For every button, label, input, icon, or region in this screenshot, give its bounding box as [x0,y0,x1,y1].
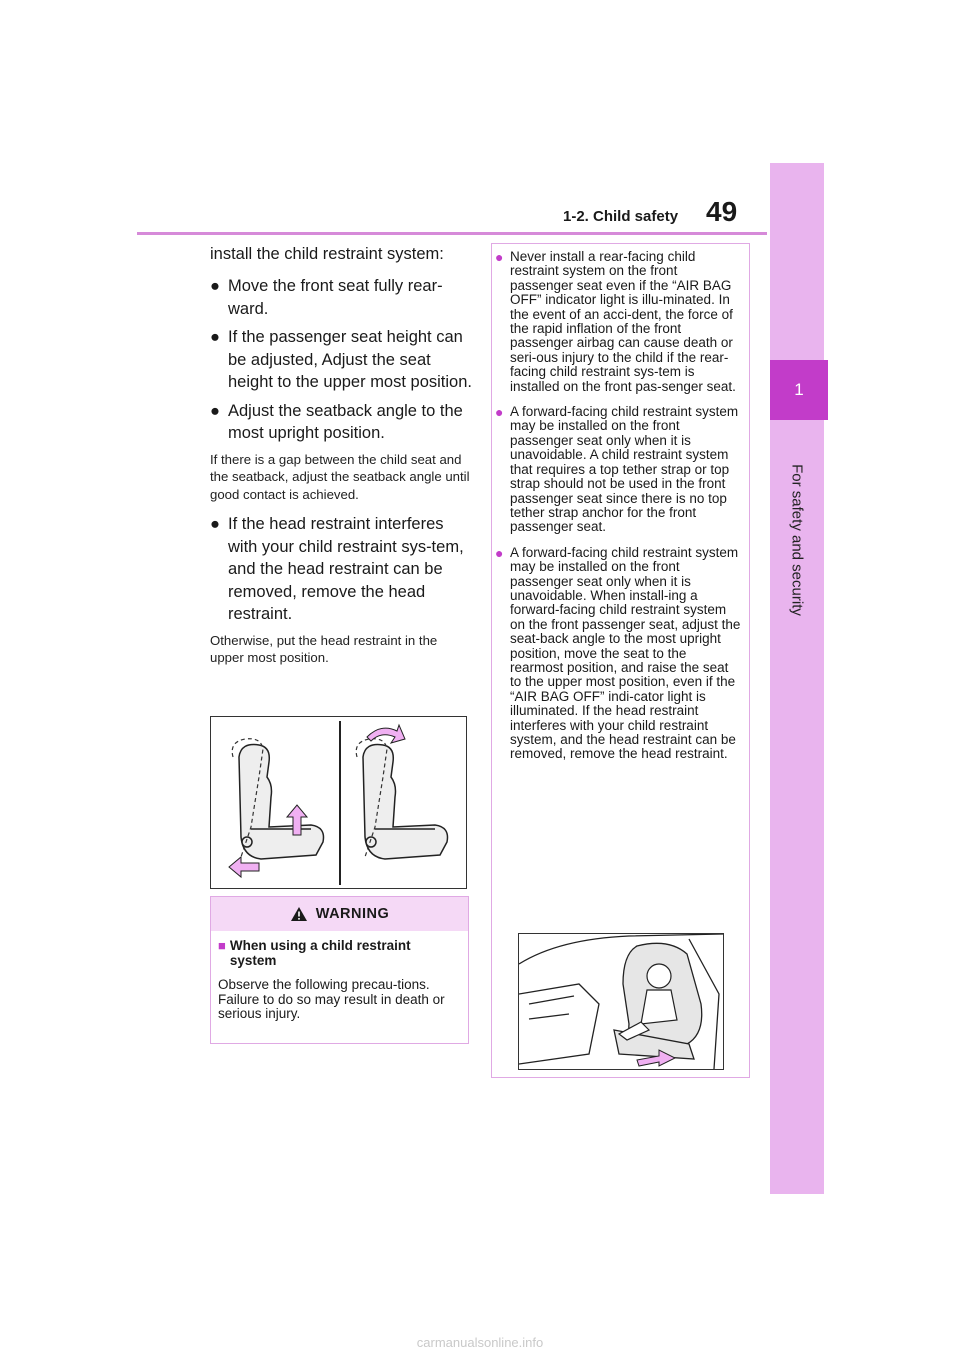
warning-box [210,896,469,1044]
bullet-icon: ● [495,249,504,265]
item-text: A forward-facing child restraint system may be installed on the front passenger seat only when it is unavoidable. When install-ing a forward-facing child restraint system on the front passenger seat, adjust the seat-back angle to the most upright position, move the seat to the rearmost position, and raise the seat to the upper most position, even if the “AIR BAG OFF” indi-cator light is illuminated. If the head restraint interferes with your child restraint system, and the head restraint can be removed, remove the head restraint. [510,544,741,762]
warning-subheading [218,939,460,968]
warning-title: WARNING [315,906,390,922]
list-item [210,275,472,320]
note-seatback-gap: If there is a gap between the child seat and the seatback, adjust the seatback angle until good contact is achieved. [210,451,470,502]
bullet-text: Adjust the seatback angle to the most upright position. [228,401,463,442]
bullet-icon: ● [210,328,220,346]
watermark: carmanualsonline.info [416,1335,544,1350]
warning-body [211,931,468,1022]
bullet-icon: ● [495,404,504,421]
section-title: 1-2. Child safety [563,208,679,225]
chapter-title: For safety and security [788,464,806,616]
warning-text: Observe the following precau-tions. Failure to do so may result in death or serious injury. [218,977,445,1021]
list-item [492,546,749,762]
child-seat-illustration [518,933,724,1070]
left-column [210,243,472,677]
note-head-restraint: Otherwise, put the head restraint in the upper most position. [210,632,438,665]
seat-drawings-icon [211,717,466,888]
list-item [492,250,749,394]
warning-continued-box [491,243,750,1078]
page-number: 49 [706,196,738,227]
item-text: Never install a rear-facing child restraint system on the front passenger seat even if the “AIR BAG OFF” indicator light is illu-minated. In the event of an acci-dent, the force of the rapid inflation of the front passenger airbag can cause death or seri-ous injury to the child if the rear-facing child restraint sys-tem is installed on the front pas-senger seat. [510,249,736,394]
bullet-text: If the head restraint interferes with your child restraint sys-tem, and the head restraint can be removed, remove the head restraint. [228,515,464,623]
chapter-number-tab[interactable]: 1 [770,360,828,420]
bullet-icon: ● [210,515,220,533]
bullet-text: If the passenger seat height can be adjusted, Adjust the seat height to the upper most position. [228,328,472,391]
bullet-icon: ● [210,277,220,295]
list-item [210,326,472,394]
warning-subtitle: When using a child restraint system [229,938,411,968]
square-bullet-icon: ■ [218,938,226,953]
bullet-icon: ● [495,544,504,561]
list-item [210,400,472,445]
warning-triangle-icon [290,906,308,922]
item-text: A forward-facing child restraint system may be installed on the front passenger seat only when it is unavoidable. A child restraint system that requires a top tether strap or top strap should not be used in the front passenger seat since there is no top tether strap anchor for the front passenger seat. [510,404,739,535]
chapter-sidebar [770,163,824,1194]
warning-items [492,244,749,762]
header-divider [137,232,767,235]
bullet-text: Move the front seat fully rear-ward. [228,277,443,318]
list-item [492,405,749,535]
bullet-icon: ● [210,401,220,420]
intro-text: install the child restraint system: [210,245,444,263]
seat-adjustment-illustration [210,716,467,889]
child-seat-drawing-icon [519,934,723,1069]
list-item [210,513,472,626]
warning-header [211,897,468,931]
